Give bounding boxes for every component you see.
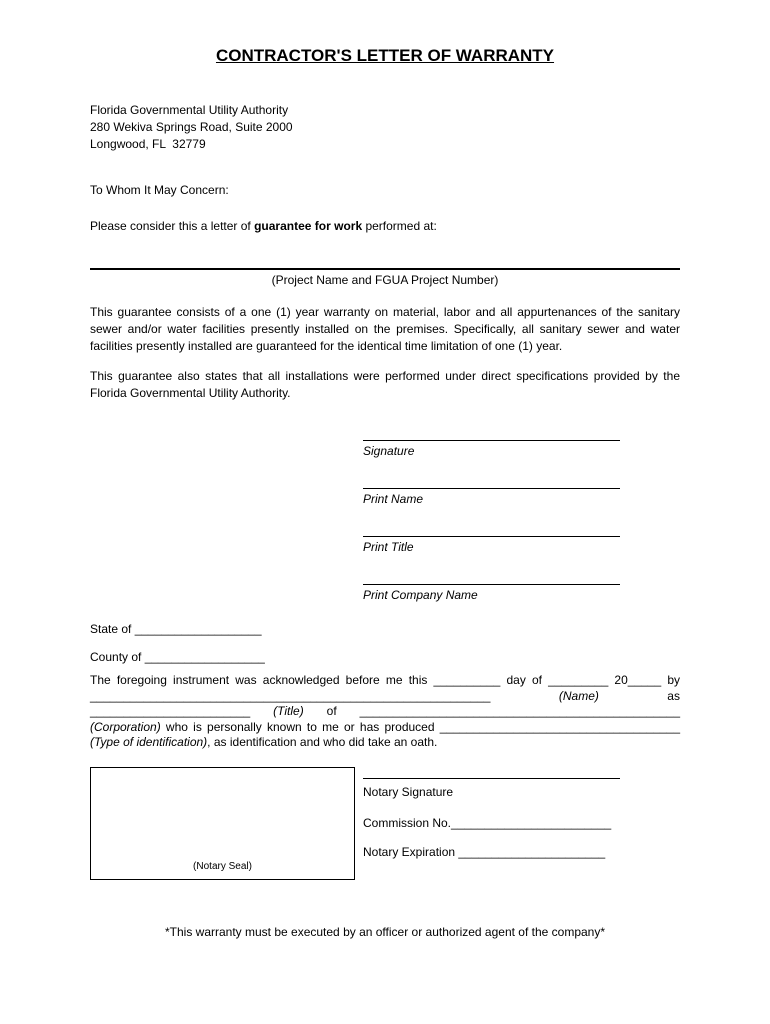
ack-text-4: by xyxy=(661,673,681,687)
print-name-group xyxy=(363,477,620,507)
county-of-label: County of xyxy=(90,650,145,664)
corporation-caption: (Corporation) xyxy=(90,719,161,734)
specifications-paragraph: This guarantee also states that all installations were performed under direct specifications provided by the Florida Governmental Utility Authority. xyxy=(90,369,680,400)
ack-text-3: 20 xyxy=(608,673,628,687)
notary-fields-column xyxy=(363,767,620,861)
signature-label: Signature xyxy=(363,444,415,458)
notary-seal-caption: (Notary Seal) xyxy=(193,860,252,872)
county-of-field[interactable]: __________________ xyxy=(144,650,265,664)
notary-expiration-label: Notary Expiration xyxy=(363,844,459,859)
recipient-address-line-1: Florida Governmental Utility Authority xyxy=(90,103,289,117)
state-of-row xyxy=(90,621,680,638)
ack-day-field[interactable]: __________ xyxy=(433,673,501,687)
signature-group xyxy=(363,429,620,459)
title-caption: (Title) xyxy=(250,704,304,718)
county-of-row xyxy=(90,649,680,666)
notary-seal-box[interactable] xyxy=(90,767,355,880)
intro-text-post: performed at: xyxy=(362,219,437,233)
footer-note: *This warranty must be executed by an officer or authorized agent of the company* xyxy=(164,924,606,939)
document-title: CONTRACTOR'S LETTER OF WARRANTY xyxy=(215,46,555,65)
identification-caption: (Type of identification) xyxy=(90,735,208,749)
recipient-address-line-2: 280 Wekiva Springs Road, Suite 2000 xyxy=(90,120,293,134)
intro-text-pre: Please consider this a letter of xyxy=(90,219,255,233)
ack-text-7: who is personally known to me or has produced xyxy=(160,719,440,734)
print-company-name-field[interactable] xyxy=(363,573,620,585)
commission-no-field[interactable]: ________________________ xyxy=(451,815,612,830)
print-name-field[interactable] xyxy=(363,477,620,489)
notary-acknowledgment-paragraph xyxy=(90,673,680,751)
recipient-address-line-3: Longwood, FL 32779 xyxy=(90,137,206,151)
ack-text-6: of xyxy=(303,704,360,718)
guarantee-for-work-bold: guarantee for work xyxy=(254,219,363,233)
print-company-name-group xyxy=(363,573,620,603)
print-title-group xyxy=(363,525,620,555)
ack-text-2: day of xyxy=(500,673,549,687)
ack-text-8: , as identification and who did take an oath. xyxy=(207,735,438,749)
project-name-field[interactable] xyxy=(90,268,680,270)
warranty-paragraph: This guarantee consists of a one (1) year warranty on material, labor and all appurtenances of the sanitary sewer and/or water facilities presently installed on the premises. Specifically, all sanitary sewer and water facilities presently installed are guaranteed for the identical time limitation of one (1) year. xyxy=(90,305,680,353)
ack-text-1: The foregoing instrument was acknowledged before me this xyxy=(90,673,434,687)
salutation-text: To Whom It May Concern: xyxy=(90,183,229,197)
ack-name-field[interactable]: ____________________________________________________________ xyxy=(90,688,491,703)
notary-expiration-row xyxy=(363,844,620,861)
commission-no-label: Commission No. xyxy=(363,815,452,830)
name-caption: (Name) xyxy=(490,688,599,703)
print-title-field[interactable] xyxy=(363,525,620,537)
signature-field[interactable] xyxy=(363,429,620,441)
notary-signature-label: Notary Signature xyxy=(363,784,454,799)
print-title-label: Print Title xyxy=(363,540,414,554)
ack-month-field[interactable]: _________ xyxy=(548,673,609,687)
ack-year-field[interactable]: _____ xyxy=(627,673,662,687)
ack-title-field[interactable]: ________________________ xyxy=(90,704,251,718)
project-line-caption: (Project Name and FGUA Project Number) xyxy=(271,273,499,287)
notary-section xyxy=(90,767,680,880)
print-name-label: Print Name xyxy=(363,492,424,506)
signature-block xyxy=(363,429,620,603)
notary-signature-field[interactable] xyxy=(363,767,620,779)
state-of-label: State of xyxy=(90,622,135,636)
notary-expiration-field[interactable]: ______________________ xyxy=(458,844,606,859)
ack-text-5: as xyxy=(598,688,680,703)
state-of-field[interactable]: ___________________ xyxy=(134,622,262,636)
intro-sentence xyxy=(90,218,680,235)
print-company-name-label: Print Company Name xyxy=(363,588,478,602)
ack-identification-field[interactable]: ____________________________________ xyxy=(439,719,680,734)
commission-no-row xyxy=(363,815,620,832)
recipient-address xyxy=(90,102,680,153)
ack-corporation-field[interactable]: ________________________________________________ xyxy=(359,704,680,718)
